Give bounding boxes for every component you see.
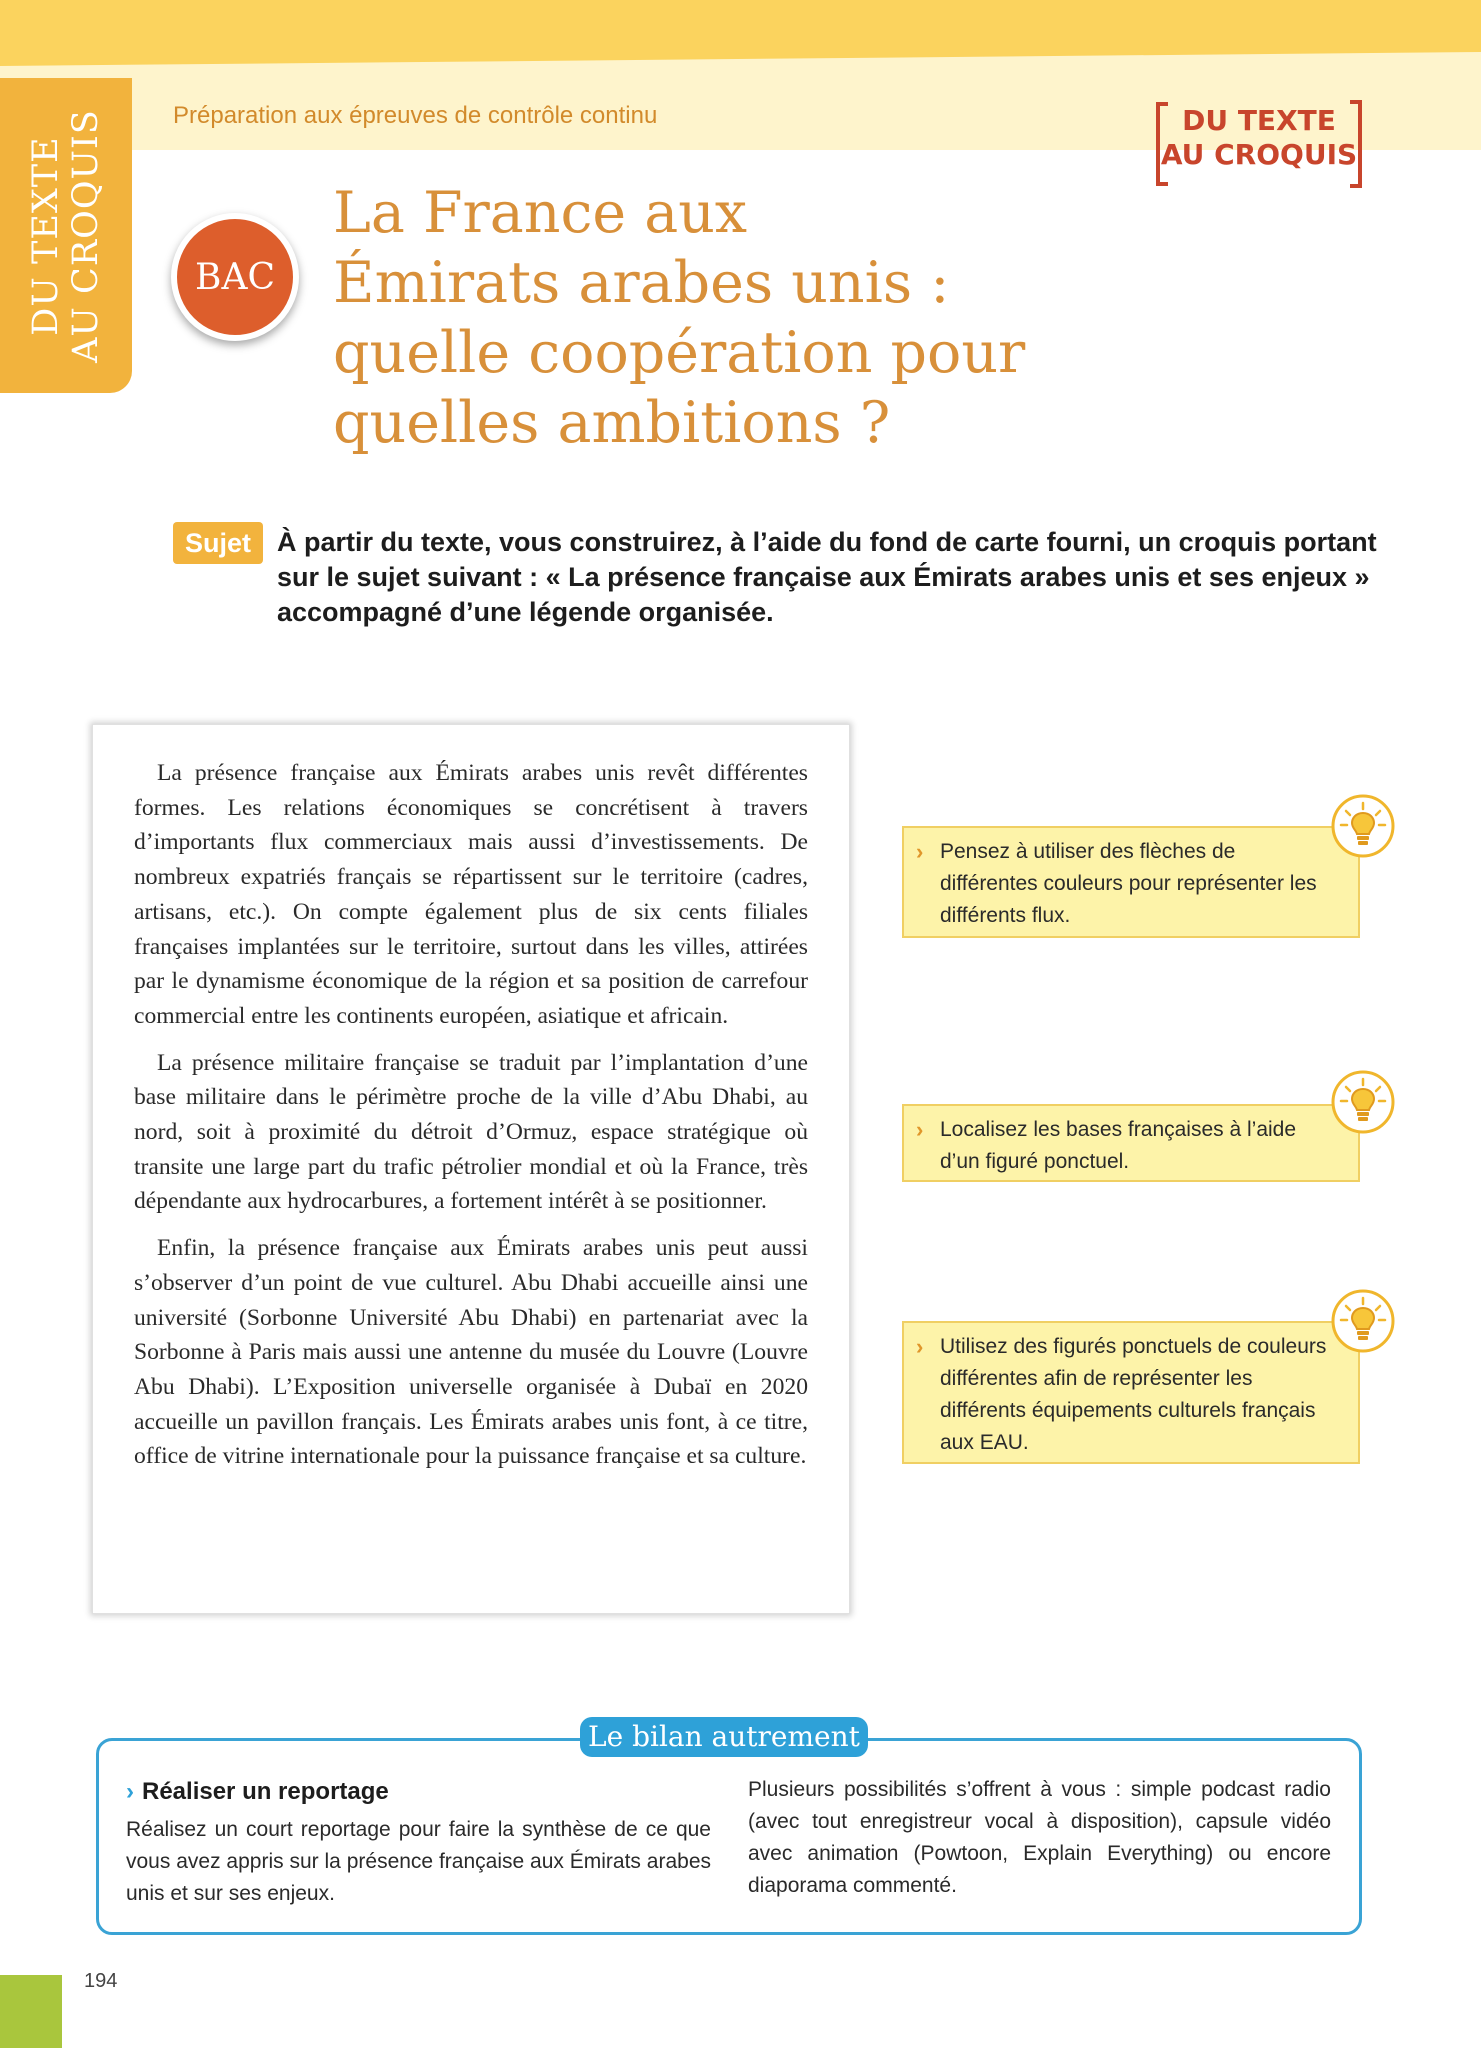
bilan-right-text: Plusieurs possibilités s’offrent à vous : simple podcast radio (avec tout enregistreur vocal à disposition), capsule vidéo avec animation (Powtoon, Explain Everything) ou encore diaporama commenté.: [748, 1778, 1331, 1897]
corner-label-line2: AU CROQUIS: [1160, 138, 1358, 171]
section-subtitle: Préparation aux épreuves de contrôle continu: [173, 102, 658, 129]
bilan-left-text: Réalisez un court reportage pour faire la synthèse de ce que vous avez appris sur la présence française aux Émirats arabes unis et sur ses enjeux.: [126, 1818, 711, 1905]
sujet-label: Sujet: [173, 522, 263, 564]
sujet-line: À partir du texte, vous construirez, à l’aide du fond de carte fourni, un croquis portant: [277, 527, 1377, 557]
side-tab-line1: DU TEXTE: [26, 135, 66, 336]
tip-box: [902, 1104, 1360, 1182]
side-tab-line2: AU CROQUIS: [66, 108, 106, 363]
document-text: [134, 756, 808, 1486]
page-title: [333, 178, 1233, 458]
sujet-line: accompagné d’une légende organisée.: [277, 597, 774, 627]
bilan-title: Le bilan autrement: [580, 1717, 868, 1757]
chevron-right-icon: ›: [916, 1117, 924, 1142]
sujet-text: [277, 525, 1377, 630]
corner-label-line1: DU TEXTE: [1182, 104, 1336, 137]
bilan-heading: [126, 1774, 711, 1810]
lightbulb-icon: [1331, 794, 1395, 858]
bac-badge: BAC: [171, 213, 299, 341]
bilan-heading-text: Réaliser un reportage: [142, 1778, 389, 1805]
footer-bar: [0, 1975, 62, 2048]
chevron-right-icon: ›: [916, 1334, 924, 1359]
paragraph: La présence militaire française se traduit par l’implantation d’une base militaire dans le périmètre proche de la ville d’Abu Dhabi, au nord, soit à proximité du détroit d’Ormuz, espace stratégique où transite une large part du trafic pétrolier mondial et où la France, très dépendante aux hydrocarbures, a fortement intérêt à se positionner.: [134, 1049, 808, 1215]
corner-label: [1154, 104, 1364, 172]
page-number: 194: [84, 1970, 118, 1992]
bilan-left-column: [126, 1774, 711, 1910]
sujet-line: sur le sujet suivant : « La présence française aux Émirats arabes unis et ses enjeux »: [277, 562, 1370, 592]
title-line: La France aux: [333, 180, 748, 246]
title-line: quelle coopération pour: [333, 320, 1026, 386]
paragraph: La présence française aux Émirats arabes unis revêt différentes formes. Les relations économiques se concrétisent à travers d’importants flux commerciaux mais aussi d’investissements. De nombreux expatriés français se répartissent sur le territoire (cadres, artisans, etc.). On compte également plus de six cents filiales françaises implantées sur le territoire, surtout dans les villes, attirées par le dynamisme économique de la région et sa position de carrefour commercial entre les continents européen, asiatique et africain.: [134, 760, 808, 1029]
lightbulb-icon: [1331, 1070, 1395, 1134]
tip-box: [902, 826, 1360, 938]
tip-text: Pensez à utiliser des flèches de différentes couleurs pour représenter les différents flux.: [940, 840, 1317, 927]
side-tab-label: [0, 78, 132, 393]
lightbulb-icon: [1331, 1289, 1395, 1353]
chevron-right-icon: ›: [126, 1778, 134, 1805]
tip-box: [902, 1321, 1360, 1464]
tip-text: Localisez les bases françaises à l’aide d’un figuré ponctuel.: [940, 1118, 1297, 1173]
title-line: Émirats arabes unis :: [333, 250, 950, 316]
tip-text: Utilisez des figurés ponctuels de couleurs différentes afin de représenter les différents équipements culturels français aux EAU.: [940, 1335, 1327, 1454]
title-line: quelles ambitions ?: [333, 390, 891, 456]
paragraph: Enfin, la présence française aux Émirats arabes unis peut aussi s’observer d’un point de vue culturel. Abu Dhabi accueille ainsi une université (Sorbonne Université Abu Dhabi) en partenariat avec la Sorbonne à Paris mais aussi une antenne du musée du Louvre (Louvre Abu Dhabi). L’Exposition universelle organisée à Dubaï en 2020 accueille un pavillon français. Les Émirats arabes unis font, à ce titre, office de vitrine internationale pour la puissance française et sa culture.: [134, 1235, 808, 1470]
chevron-right-icon: ›: [916, 839, 924, 864]
